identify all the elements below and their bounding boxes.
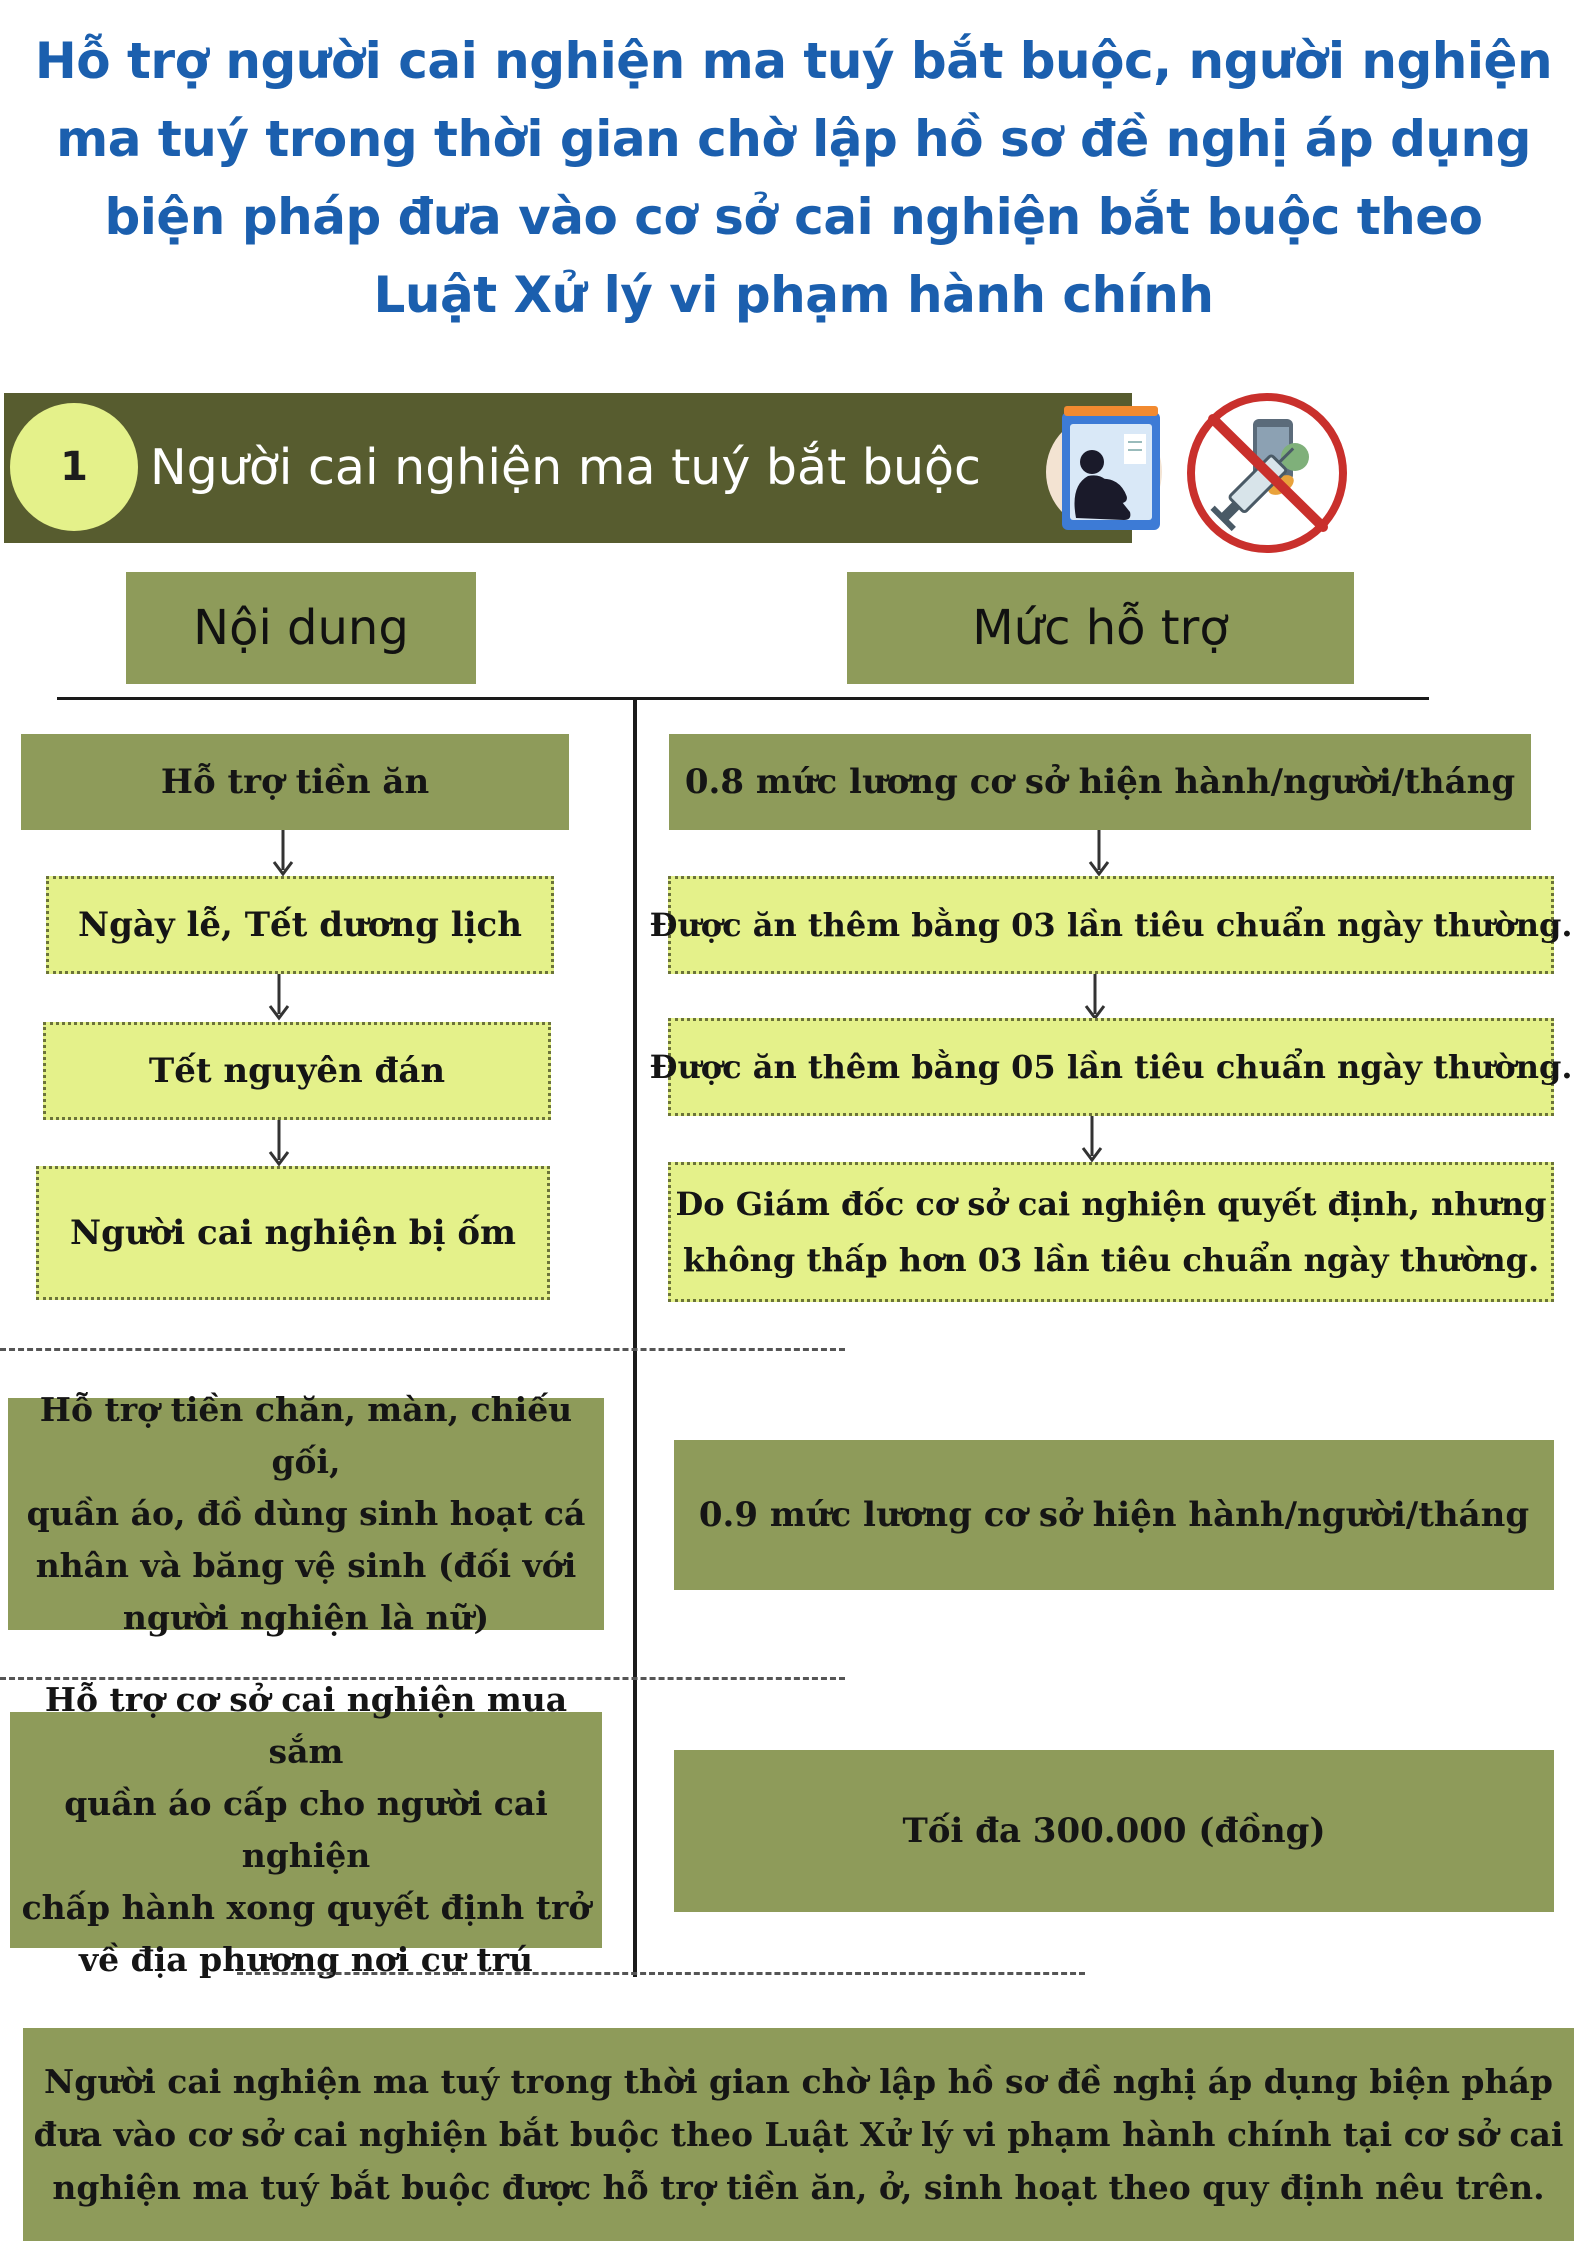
- clothes-content-line: quần áo cấp cho người cai nghiện: [64, 1784, 548, 1875]
- header-support: [847, 572, 1354, 684]
- arrow-down-icon: [1077, 1116, 1107, 1166]
- clothes-support-amount: [674, 1750, 1554, 1912]
- lunar-new-year-support-label: Được ăn thêm bằng 05 lần tiêu chuẩn ngày thường.: [649, 1048, 1573, 1086]
- supplies-content-line: người nghiện là nữ): [122, 1598, 490, 1637]
- arrow-down-icon: [1084, 830, 1114, 880]
- section-label: Người cai nghiện ma tuý bắt buộc: [150, 439, 981, 496]
- food-support-label: Hỗ trợ tiền ăn: [160, 762, 430, 802]
- header-divider: [57, 697, 1429, 700]
- arrow-down-icon: [264, 974, 294, 1024]
- section-separator: [237, 1972, 1085, 1975]
- food-support-content: [21, 734, 569, 830]
- supplies-content: [8, 1390, 604, 1637]
- food-support-amount-label: 0.8 mức lương cơ sở hiện hành/người/tháng: [684, 762, 1516, 802]
- sick-support-amount: [668, 1162, 1554, 1302]
- title-line: ma tuý trong thời gian chờ lập hồ sơ đề nghị áp dụng: [56, 110, 1531, 168]
- lunar-new-year-label: Tết nguyên đán: [148, 1051, 446, 1091]
- sick-support-line: không thấp hơn 03 lần tiêu chuẩn ngày thường.: [682, 1241, 1540, 1279]
- title-line: Hỗ trợ người cai nghiện ma tuý bắt buộc, người nghiện: [34, 32, 1553, 90]
- arrow-down-icon: [264, 1120, 294, 1170]
- footer-note-line: Người cai nghiện ma tuý trong thời gian chờ lập hồ sơ đề nghị áp dụng biện pháp: [44, 2062, 1553, 2101]
- section-separator: [0, 1348, 845, 1351]
- sick-content: [36, 1166, 550, 1300]
- clothes-support-label: Tối đa 300.000 (đồng): [902, 1811, 1326, 1851]
- supplies-content-line: quần áo, đồ dùng sinh hoạt cá: [26, 1494, 586, 1533]
- header-content: [126, 572, 476, 684]
- lunar-new-year-support-amount: [649, 1018, 1573, 1116]
- arrow-down-icon: [1080, 974, 1110, 1024]
- footer-note-line: đưa vào cơ sở cai nghiện bắt buộc theo Luật Xử lý vi phạm hành chính tại cơ sở cai: [33, 2115, 1564, 2154]
- supplies-content-line: Hỗ trợ tiền chăn, màn, chiếu gối,: [39, 1390, 573, 1481]
- supplies-content-line: nhân và băng vệ sinh (đối với: [35, 1546, 577, 1585]
- header-content-label: Nội dung: [193, 600, 409, 656]
- clothes-content-line: Hỗ trợ cơ sở cai nghiện mua sắm: [44, 1680, 568, 1771]
- supplies-support-label: 0.9 mức lương cơ sở hiện hành/người/tháng: [698, 1495, 1530, 1535]
- column-divider: [633, 699, 637, 1977]
- footer-note-line: nghiện ma tuý bắt buộc được hỗ trợ tiền ăn, ở, sinh hoạt theo quy định nêu trên.: [52, 2168, 1545, 2207]
- holiday-content: [46, 876, 554, 974]
- page-title: [0, 22, 1587, 334]
- clothes-content-line: về địa phương nơi cư trú: [79, 1940, 533, 1979]
- lunar-new-year-content: [43, 1022, 551, 1120]
- header-support-label: Mức hỗ trợ: [972, 600, 1229, 656]
- sick-label: Người cai nghiện bị ốm: [70, 1213, 516, 1253]
- clothes-content-line: chấp hành xong quyết định trở: [21, 1888, 591, 1927]
- footer-note: [23, 2028, 1574, 2241]
- section-number-badge: [10, 403, 138, 531]
- arrow-down-icon: [268, 830, 298, 880]
- section-number: 1: [60, 444, 88, 490]
- holiday-support-label: Được ăn thêm bằng 03 lần tiêu chuẩn ngày thường.: [649, 906, 1573, 944]
- title-line: biện pháp đưa vào cơ sở cai nghiện bắt buộc theo: [104, 188, 1483, 246]
- holiday-label: Ngày lễ, Tết dương lịch: [78, 905, 522, 945]
- no-drugs-icon: [1185, 393, 1350, 553]
- title-line: Luật Xử lý vi phạm hành chính: [373, 266, 1214, 324]
- drug-addict-illustration-icon: [1040, 400, 1180, 540]
- sick-support-line: Do Giám đốc cơ sở cai nghiện quyết định, nhưng: [675, 1185, 1547, 1223]
- food-support-amount: [669, 734, 1531, 830]
- supplies-support-amount: [674, 1440, 1554, 1590]
- clothes-content: [10, 1680, 602, 1979]
- holiday-support-amount: [649, 876, 1573, 974]
